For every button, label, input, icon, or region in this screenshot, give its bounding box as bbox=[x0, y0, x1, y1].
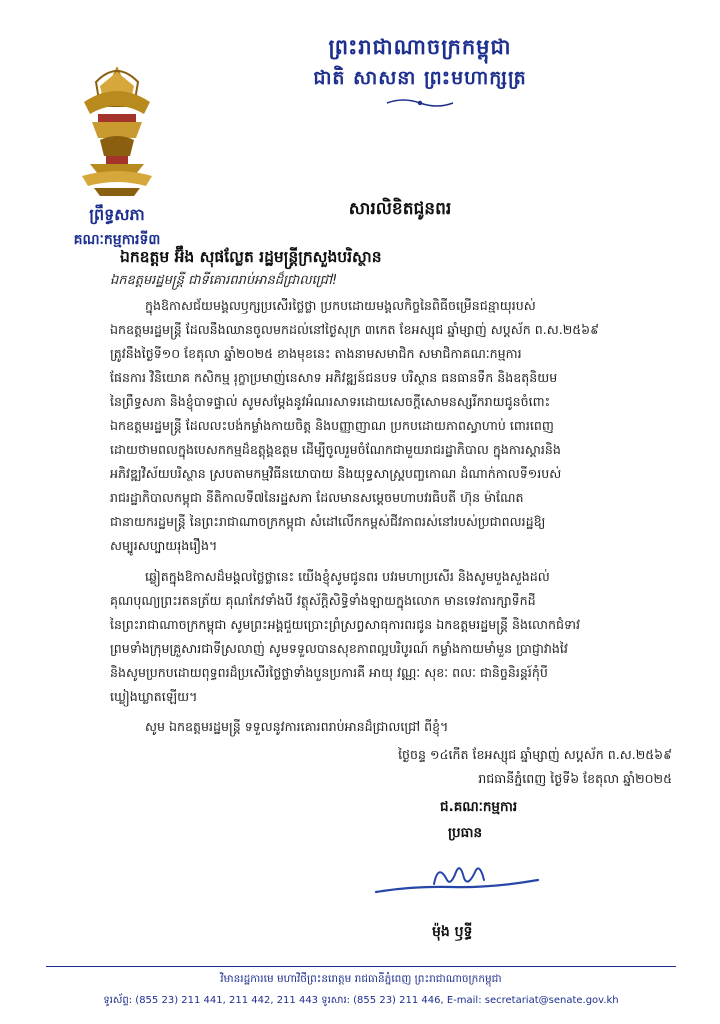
paragraph2-line: និងសូមប្រកបដោយពុទ្ធពរដ៏ប្រសើរថ្លៃថ្លាទាំងបួនប្រការគឺ អាយុ វណ្ណៈ សុខៈ ពលៈ ជានិច្ចនិរន្តរ៍កុំបី bbox=[110, 665, 548, 680]
national-motto: ជាតិ សាសនា ព្រះមហាក្សត្រ bbox=[313, 67, 527, 89]
paragraph2-line: នៃព្រះរាជាណាចក្រកម្ពុជា សូមព្រះអង្គជួយប្រោះព្រំស្រព្វសាធុការពរជូន ឯកឧត្តមរដ្ឋមន្ត្រី និងលោកជំទាវ bbox=[110, 617, 580, 632]
paragraph2-line: ឃ្លៀងឃ្លាតឡើយ។ bbox=[110, 689, 198, 704]
kingdom-title: ព្រះរាជាណាចក្រកម្ពុជា bbox=[328, 35, 512, 59]
paragraph1-line: ជានាយករដ្ឋមន្ត្រី នៃព្រះរាជាណាចក្រកម្ពុជា សំដៅលើកកម្ពស់ជីវភាពរស់នៅរបស់ប្រជាពលរដ្ឋឱ្យ bbox=[110, 514, 546, 529]
sender-institution: ព្រឹទ្ធសភា bbox=[89, 205, 145, 224]
date-solar: រាជធានីភ្នំពេញ ថ្ងៃទី៦ ខែតុលា ឆ្នាំ២០២៥ bbox=[478, 771, 672, 786]
handwritten-signature-icon bbox=[372, 858, 542, 904]
paragraph1-line: អភិវឌ្ឍវិស័យបរិស្ថាន ស្របតាមកម្មវិធីនយោបាយ និងយុទ្ធសាស្ត្របញ្ចកោណ ដំណាក់កាលទី១របស់ bbox=[110, 466, 562, 481]
sender-committee: គណៈកម្មការទី៣ bbox=[73, 232, 161, 248]
date-lunar: ថ្ងៃចន្ទ ១៤កើត ខែអស្សុជ ឆ្នាំម្សាញ់ សប្តស័ក ព.ស.២៥៦៩ bbox=[398, 747, 672, 762]
paragraph1-line: ដោយថាមពលក្នុងបេសកកម្មដ៏ឧត្តុង្គឧត្តម ដើម្បីចូលរួមចំណែកជាមួយរាជរដ្ឋាភិបាល ក្នុងការស្តារនិង bbox=[110, 442, 561, 457]
paragraph1-line: រាជរដ្ឋាភិបាលកម្ពុជា នីតិកាលទី៧នៃរដ្ឋសភា ដែលមានសម្តេចមហាបវរធិបតី ហ៊ុន ម៉ាណែត bbox=[110, 490, 524, 505]
senate-emblem-icon bbox=[76, 62, 158, 200]
paragraph1-line: ក្នុងឱកាសជ័យមង្គលឫក្សប្រសើរថ្លៃថ្លា ប្រកបដោយមង្គលកិច្ចនៃពិធីចម្រើនជន្មាយុរបស់ bbox=[145, 298, 536, 313]
closing-line: សូម ឯកឧត្តមរដ្ឋមន្ត្រី ទទួលនូវការគោរពរាប់អានដ៏ជ្រាលជ្រៅ ពីខ្ញុំ។ bbox=[145, 719, 449, 734]
footer-contact: ទូរស័ព្ទ: (855 23) 211 441, 211 442, 211 443 ទូរសារ: (855 23) 211 446, E-mail: secretariat@senate.gov.kh bbox=[103, 995, 619, 1006]
paragraph2-line: ឆ្លៀតក្នុងឱកាសដ៏មង្គលថ្លៃថ្លានេះ យើងខ្ញុំសូមជូនពរ បវរមហាប្រសើរ និងសូមបួងសួងដល់ bbox=[145, 569, 550, 584]
paragraph2-line: គុណបុណ្យព្រះរតនត្រ័យ គុណកែវទាំងបី វត្ថុស័ក្តិសិទ្ធិទាំងឡាយក្នុងលោក មានទេវតារក្សាទឹកដី bbox=[110, 593, 536, 608]
paragraph1-line: នៃព្រឹទ្ធសភា និងខ្ញុំបាទផ្ទាល់ សូមសម្តែងនូវអំណរសាទរដោយសេចក្តីសោមនស្សរីករាយជូនចំពោះ bbox=[110, 394, 551, 409]
ornamental-divider-icon bbox=[385, 96, 455, 110]
footer-address: វិមានរដ្ឋការមេ មហាវិថីព្រះនរោត្តម រាជធានីភ្នំពេញ ព្រះរាជាណាចក្រកម្ពុជា bbox=[220, 973, 502, 985]
recipient-line: ឯកឧត្តម អ៊ឹង សុផល្លែត រដ្ឋមន្ត្រីក្រសួងបរិស្ថាន bbox=[120, 248, 382, 266]
paragraph1-line: ត្រូវនឹងថ្ងៃទី១០ ខែតុលា ឆ្នាំ២០២៥ ខាងមុខនេះ តាងនាមសមាជិក សមាជិកាគណៈកម្មការ bbox=[110, 346, 522, 361]
salutation: ឯកឧត្តមរដ្ឋមន្ត្រី ជាទីគោរពរាប់អានដ៏ជ្រាលជ្រៅ! bbox=[110, 273, 338, 288]
paragraph1-line: ឯកឧត្តមរដ្ឋមន្ត្រី ដែលលះបង់កម្លាំងកាយចិត្ត និងបញ្ញាញាណ ប្រកបដោយភាពស្វាហាប់ ពោរពេញ bbox=[110, 418, 554, 433]
signer-position: ប្រធាន bbox=[448, 825, 483, 841]
footer-divider bbox=[46, 966, 676, 967]
paragraph2-line: ព្រមទាំងក្រុមគ្រួសារជាទីស្រលាញ់ សូមទទួលបានសុខភាពល្អបរិបូរណ៍ កម្លាំងកាយមាំមួន ប្រាជ្ញាវាងវៃ bbox=[110, 641, 568, 656]
paragraph1-line: សម្បូរសប្បាយរុងរឿង។ bbox=[110, 538, 218, 553]
signer-name: ម៉ុង ឫទ្ធី bbox=[432, 924, 473, 940]
document-title: សារលិខិតជូនពរ bbox=[348, 199, 452, 219]
paragraph1-line: ផែនការ វិនិយោគ កសិកម្ម រុក្ខាប្រមាញ់នេសាទ អភិវឌ្ឍន៍ជនបទ បរិស្ថាន ធនធានទឹក និងឧតុនិយម bbox=[110, 370, 558, 385]
signing-committee: ជ.គណៈកម្មការ bbox=[440, 799, 518, 815]
paragraph1-line: ឯកឧត្តមរដ្ឋមន្ត្រី ដែលនឹងឈានចូលមកដល់នៅថ្ងៃសុក្រ ៣កេត ខែអស្សុជ ឆ្នាំម្សាញ់ សប្តស័ក ព.ស.២៥៦៩ bbox=[110, 322, 599, 337]
